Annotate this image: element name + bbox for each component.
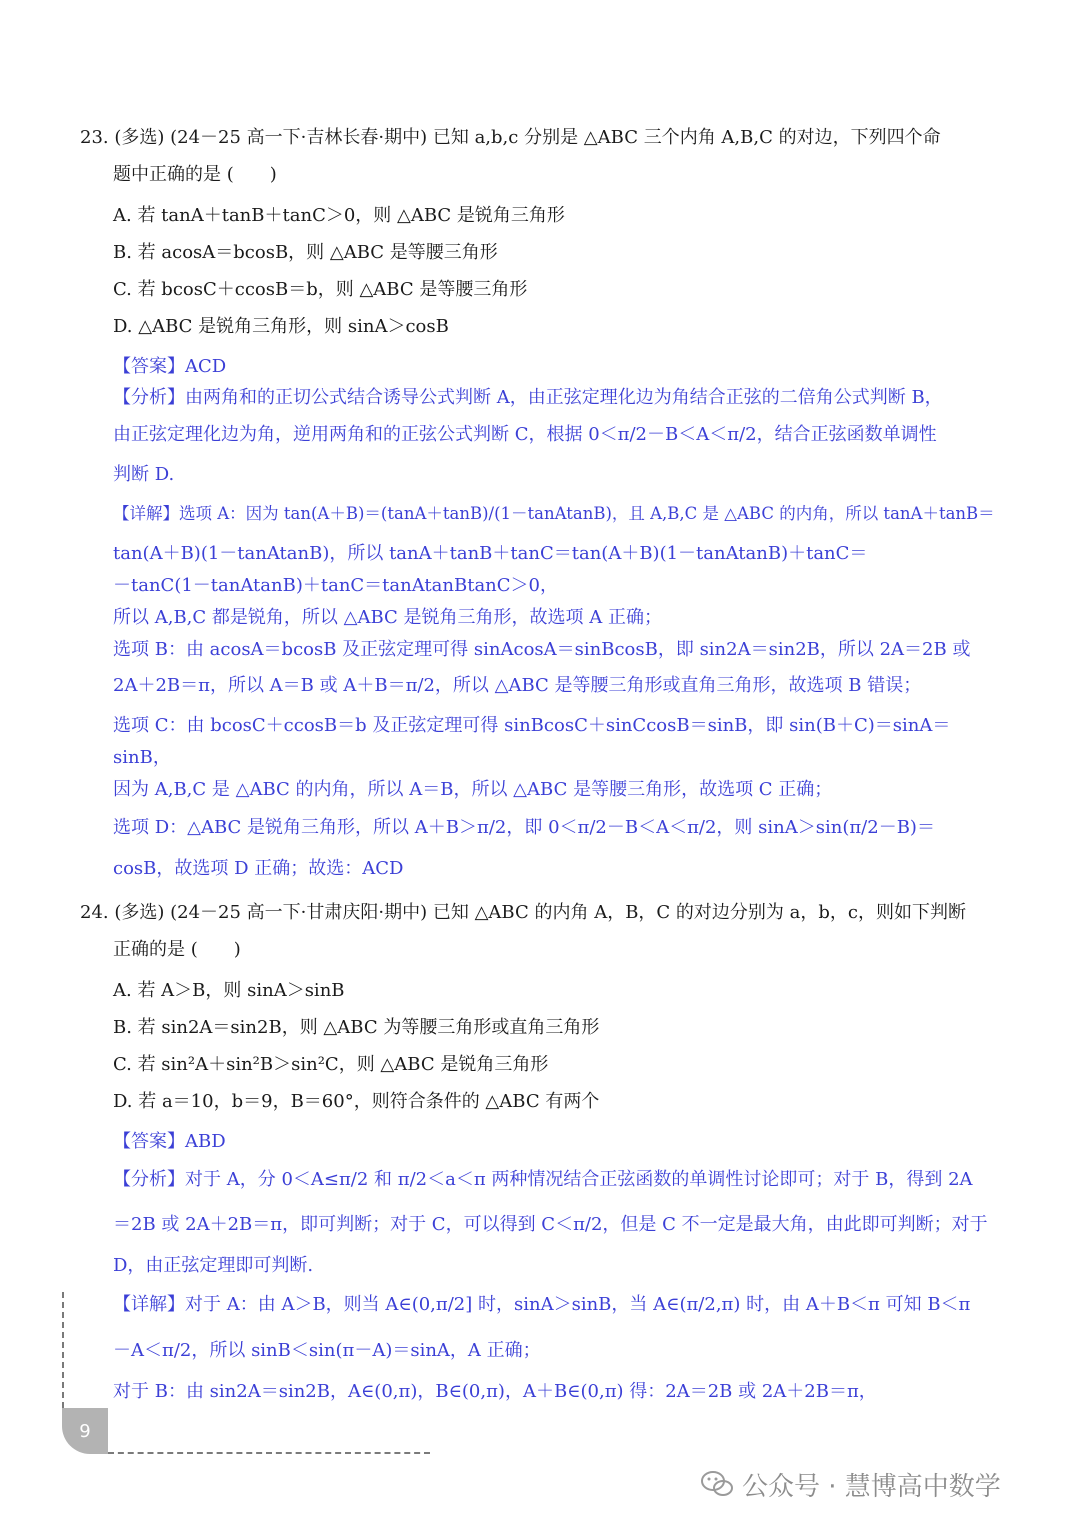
q24-detail-line-3: 对于 B：由 sin2A＝sin2B，A∈(0,π)，B∈(0,π)，A＋B∈(0,π) 得：2A＝2B 或 2A＋2B＝π，	[113, 1381, 877, 1402]
q23-option-c: C. 若 bcosC＋ccosB＝b，则 △ABC 是等腰三角形	[113, 279, 528, 300]
q24-option-d: D. 若 a＝10，b＝9，B＝60°，则符合条件的 △ABC 有两个	[113, 1091, 600, 1112]
q24-option-c: C. 若 sin²A＋sin²B＞sin²C，则 △ABC 是锐角三角形	[113, 1054, 549, 1075]
watermark-text: 公众号 · 慧博高中数学	[742, 1471, 1001, 1502]
q24-stem-line-1: 24. (多选) (24－25 高一下·甘肃庆阳·期中) 已知 △ABC 的内角 A，B，C 的对边分别为 a，b，c，则如下判断	[80, 902, 966, 923]
q23-detail-line-10: 选项 D：△ABC 是锐角三角形，所以 A＋B＞π/2，即 0＜π/2－B＜A＜π/2，则 sinA＞sin(π/2－B)＝	[113, 817, 935, 838]
q23-answer: 【答案】ACD	[113, 356, 227, 377]
q24-detail-line-1: 【详解】对于 A：由 A＞B，则当 A∈(0,π/2] 时，sinA＞sinB，当 A∈(π/2,π) 时，由 A＋B＜π 可知 B＜π	[113, 1294, 971, 1315]
q23-analysis-line-2: 由正弦定理化边为角，逆用两角和的正弦公式判断 C，根据 0＜π/2－B＜A＜π/2，结合正弦函数单调性	[113, 424, 937, 445]
q24-analysis-line-3: D，由正弦定理即可判断.	[113, 1255, 314, 1276]
q24-option-a: A. 若 A＞B，则 sinA＞sinB	[113, 980, 345, 1001]
q23-stem-line-2: 题中正确的是 ( )	[113, 164, 277, 185]
q23-detail-line-3: －tanC(1－tanAtanB)＋tanC＝tanAtanBtanC＞0，	[113, 575, 558, 596]
q24-option-b: B. 若 sin2A＝sin2B，则 △ABC 为等腰三角形或直角三角形	[113, 1017, 600, 1038]
watermark	[700, 1466, 1001, 1502]
q23-detail-line-2: tan(A＋B)(1－tanAtanB)，所以 tanA＋tanB＋tanC＝tan(A＋B)(1－tanAtanB)＋tanC＝	[113, 543, 868, 564]
q23-detail-line-6: 2A＋2B＝π，所以 A＝B 或 A＋B＝π/2，所以 △ABC 是等腰三角形或直角三角形，故选项 B 错误；	[113, 675, 922, 696]
q23-option-d: D. △ABC 是锐角三角形，则 sinA＞cosB	[113, 316, 449, 337]
q23-detail-line-4: 所以 A,B,C 都是锐角，所以 △ABC 是锐角三角形，故选项 A 正确；	[113, 607, 662, 628]
q23-option-a: A. 若 tanA＋tanB＋tanC＞0，则 △ABC 是锐角三角形	[113, 205, 565, 226]
q23-detail-line-5: 选项 B：由 acosA＝bcosB 及正弦定理可得 sinAcosA＝sinBcosB，即 sin2A＝sin2B，所以 2A＝2B 或	[113, 639, 971, 660]
q23-detail-line-7: 选项 C：由 bcosC＋ccosB＝b 及正弦定理可得 sinBcosC＋sinCcosB＝sinB，即 sin(B＋C)＝sinA＝	[113, 715, 951, 736]
q24-analysis-line-2: ＝2B 或 2A＋2B＝π，即可判断；对于 C，可以得到 C＜π/2，但是 C 不一定是最大角，由此即可判断；对于	[113, 1214, 988, 1235]
q23-analysis-line-3: 判断 D.	[113, 464, 175, 485]
page-number: 9	[79, 1420, 91, 1442]
q24-analysis-line-1: 【分析】对于 A，分 0＜A≤π/2 和 π/2＜a＜π 两种情况结合正弦函数的单调性讨论即可；对于 B，得到 2A	[113, 1169, 973, 1190]
page-number-badge	[62, 1408, 108, 1454]
q23-analysis-line-1: 【分析】由两角和的正切公式结合诱导公式判断 A，由正弦定理化边为角结合正弦的二倍角公式判断 B，	[113, 387, 943, 408]
wechat-icon	[700, 1470, 734, 1498]
q23-stem-line-1: 23. (多选) (24－25 高一下·吉林长春·期中) 已知 a,b,c 分别是 △ABC 三个内角 A,B,C 的对边，下列四个命	[80, 127, 941, 148]
q23-detail-line-8: sinB，	[113, 747, 171, 768]
dashed-margin-vertical	[62, 1292, 64, 1408]
q24-stem-line-2: 正确的是 ( )	[113, 939, 241, 960]
q23-detail-line-11: cosB，故选项 D 正确；故选：ACD	[113, 858, 404, 879]
q23-detail-line-9: 因为 A,B,C 是 △ABC 的内角，所以 A＝B，所以 △ABC 是等腰三角形，故选项 C 正确；	[113, 779, 833, 800]
q24-answer: 【答案】ABD	[113, 1131, 226, 1152]
q24-detail-line-2: －A＜π/2，所以 sinB＜sin(π－A)＝sinA，A 正确；	[113, 1340, 541, 1361]
dashed-margin-horizontal	[108, 1452, 430, 1454]
q23-detail-line-1: 【详解】选项 A：因为 tan(A＋B)＝(tanA＋tanB)/(1－tanAtanB)，且 A,B,C 是 △ABC 的内角，所以 tanA＋tanB＝	[113, 504, 995, 523]
q23-option-b: B. 若 acosA＝bcosB，则 △ABC 是等腰三角形	[113, 242, 498, 263]
